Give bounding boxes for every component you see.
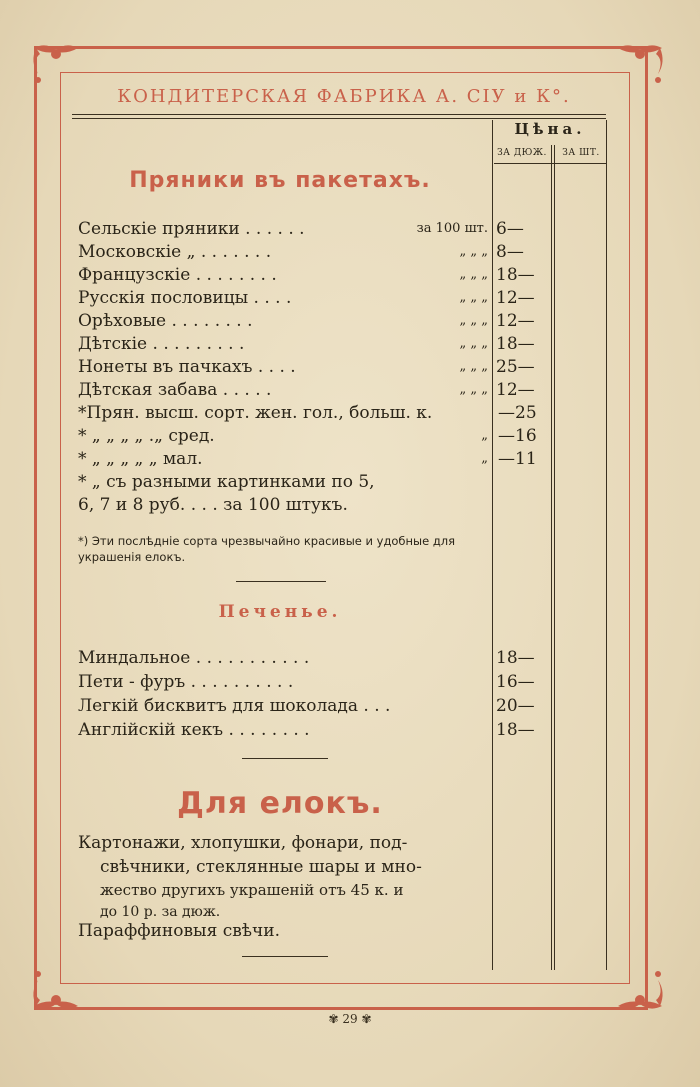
per-dozen-header: ЗА ДЮЖ.	[497, 148, 547, 158]
price-row: Дѣтскіе . . . . . . . . . „ „ „	[78, 334, 488, 354]
price-row: Нонеты въ пачкахъ . . . . „ „ „	[78, 357, 488, 377]
header-rule	[72, 114, 606, 115]
price-column-line	[554, 145, 555, 970]
price-row: *Прян. высш. сорт. жен. гол., больш. к.	[78, 403, 433, 423]
price-value: 20—	[496, 696, 535, 716]
section-title-gingerbread: Пряники въ пакетахъ.	[129, 168, 431, 193]
price-value: 8—	[496, 242, 524, 262]
section-divider	[242, 956, 328, 957]
price-row: * „ съ разными картинками по 5,	[78, 472, 375, 492]
price-row: Англійскій кекъ . . . . . . . .	[78, 720, 310, 740]
price-value: —25	[498, 403, 537, 423]
price-row: 6, 7 и 8 руб. . . . за 100 штукъ.	[78, 495, 348, 515]
paragraph-line: Параффиновыя свѣчи.	[78, 921, 281, 941]
price-value: 18—	[496, 334, 535, 354]
price-value: 16—	[496, 672, 535, 692]
section-divider	[236, 581, 326, 582]
price-row: Русскія пословицы . . . . „ „ „	[78, 288, 488, 308]
corner-ornament-icon	[612, 958, 668, 1014]
price-value: 18—	[496, 720, 535, 740]
header-rule	[72, 118, 606, 119]
price-row: Легкій бисквитъ для шоколада . . .	[78, 696, 391, 716]
footnote: *) Эти послѣдніе сорта чрезвычайно красивые и удобные для украшенія елокъ.	[78, 534, 456, 564]
paragraph-line: до 10 р. за дюж.	[100, 904, 221, 920]
paragraph-line: свѣчники, стеклянные шары и мно-	[100, 857, 422, 877]
price-row: Дѣтская забава . . . . . „ „ „	[78, 380, 488, 400]
paragraph-line: жество другихъ украшеній отъ 45 к. и	[100, 881, 404, 899]
price-value: 25—	[496, 357, 535, 377]
price-value: 18—	[496, 648, 535, 668]
company-header: КОНДИТЕРСКАЯ ФАБРИКА А. СІУ и К°.	[117, 86, 571, 107]
page-number: ✾ 29 ✾	[328, 1012, 372, 1026]
price-value: 12—	[496, 311, 535, 331]
section-divider	[242, 758, 328, 759]
price-value: 18—	[496, 265, 535, 285]
price-row: Пети - фуръ . . . . . . . . . .	[78, 672, 294, 692]
price-row: * „ „ „ „ .„ сред. „	[78, 426, 488, 446]
price-subheader-rule	[494, 163, 606, 164]
price-column-line	[551, 145, 552, 970]
corner-ornament-icon	[28, 958, 84, 1014]
price-value: 6—	[496, 219, 524, 239]
price-column-title: Цѣна.	[514, 120, 586, 138]
price-value: —16	[498, 426, 537, 446]
price-row: Московскіе „ . . . . . . . „ „ „	[78, 242, 488, 262]
price-column-line	[606, 120, 607, 970]
per-piece-header: ЗА ШТ.	[562, 148, 600, 158]
price-row: Сельскіе пряники . . . . . . за 100 шт.	[78, 219, 488, 239]
section-title-cookies: Печенье.	[218, 602, 342, 622]
price-value: 12—	[496, 380, 535, 400]
corner-ornament-icon	[612, 40, 668, 96]
price-row: * „ „ „ „ „ мал. „	[78, 449, 488, 469]
price-value: —11	[498, 449, 537, 469]
price-value: 12—	[496, 288, 535, 308]
price-row: Миндальное . . . . . . . . . . .	[78, 648, 310, 668]
paragraph-line: Картонажи, хлопушки, фонари, под-	[78, 833, 408, 853]
price-row: Орѣховые . . . . . . . . „ „ „	[78, 311, 488, 331]
price-column-line	[492, 120, 493, 970]
section-title-tree: Для елокъ.	[177, 786, 383, 821]
price-row: Французскіе . . . . . . . . „ „ „	[78, 265, 488, 285]
